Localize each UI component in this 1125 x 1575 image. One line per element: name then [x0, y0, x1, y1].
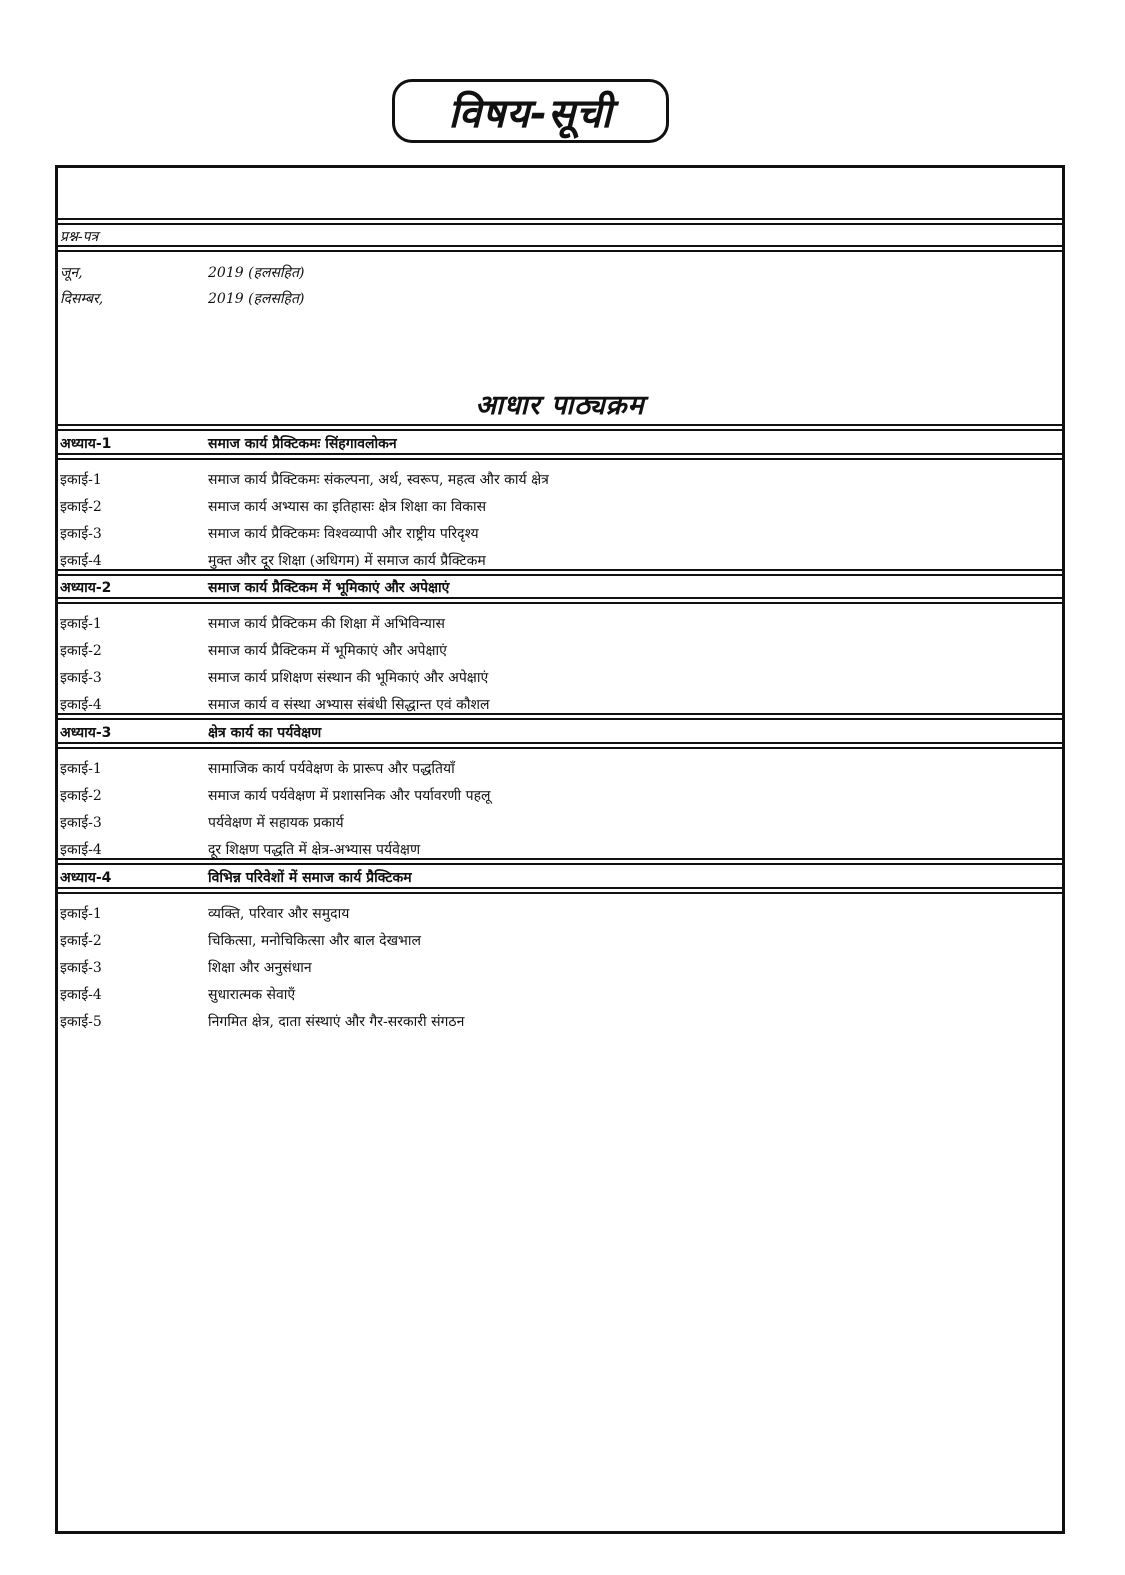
unit-title: समाज कार्य प्रशिक्षण संस्थान की भूमिकाएं और अपेक्षाएं	[208, 670, 489, 686]
unit-label: इकाई-1	[60, 472, 102, 488]
divider	[58, 424, 1062, 431]
divider	[58, 742, 1062, 749]
unit-title: पर्यवेक्षण में सहायक प्रकार्य	[208, 815, 344, 831]
page-title: विषय-सूची	[448, 90, 613, 137]
unit-label: इकाई-1	[60, 616, 102, 632]
divider	[58, 218, 1062, 225]
unit-title: समाज कार्य प्रैक्टिकमः संकल्पना, अर्थ, स्वरूप, महत्व और कार्य क्षेत्र	[208, 472, 549, 488]
divider	[58, 453, 1062, 460]
chapter-title: समाज कार्य प्रैक्टिकमः सिंहगावलोकन	[208, 436, 397, 452]
chapter-label: अध्याय-2	[60, 580, 112, 596]
unit-title: शिक्षा और अनुसंधान	[208, 960, 312, 976]
unit-label: इकाई-3	[60, 960, 102, 976]
unit-label: इकाई-4	[60, 987, 102, 1003]
unit-label: इकाई-2	[60, 499, 102, 515]
unit-label: इकाई-2	[60, 643, 102, 659]
unit-label: इकाई-4	[60, 842, 102, 858]
divider	[58, 245, 1062, 252]
question-paper-year: 2019 (हलसहित)	[208, 265, 305, 281]
unit-title: समाज कार्य प्रैक्टिकम की शिक्षा में अभिविन्यास	[208, 616, 445, 632]
unit-label: इकाई-4	[60, 553, 102, 569]
chapter-title: क्षेत्र कार्य का पर्यवेक्षण	[208, 725, 322, 741]
unit-title: सुधारात्मक सेवाएँ	[208, 987, 296, 1003]
chapter-label: अध्याय-4	[60, 870, 112, 886]
unit-title: सामाजिक कार्य पर्यवेक्षण के प्रारूप और पद्धतियाँ	[208, 761, 455, 777]
question-paper-heading: प्रश्न-पत्र	[60, 229, 99, 245]
divider	[58, 858, 1062, 865]
chapter-label: अध्याय-3	[60, 725, 112, 741]
question-paper-month: जून,	[60, 265, 83, 281]
chapter-title: समाज कार्य प्रैक्टिकम में भूमिकाएं और अपेक्षाएं	[208, 580, 450, 596]
unit-title: समाज कार्य पर्यवेक्षण में प्रशासनिक और पर्यावरणी पहलू	[208, 788, 491, 804]
divider	[58, 713, 1062, 720]
unit-title: दूर शिक्षण पद्धति में क्षेत्र-अभ्यास पर्यवेक्षण	[208, 842, 421, 858]
question-paper-year: 2019 (हलसहित)	[208, 291, 305, 307]
unit-title: समाज कार्य व संस्था अभ्यास संबंधी सिद्धान्त एवं कौशल	[208, 697, 490, 713]
unit-title: समाज कार्य अभ्यास का इतिहासः क्षेत्र शिक्षा का विकास	[208, 499, 487, 515]
unit-label: इकाई-5	[60, 1014, 102, 1030]
unit-label: इकाई-2	[60, 788, 102, 804]
divider	[58, 887, 1062, 894]
unit-label: इकाई-1	[60, 761, 102, 777]
contents-frame	[55, 165, 1065, 1534]
unit-label: इकाई-3	[60, 670, 102, 686]
chapter-title: विभिन्न परिवेशों में समाज कार्य प्रैक्टिकम	[208, 870, 412, 886]
unit-title: समाज कार्य प्रैक्टिकम में भूमिकाएं और अपेक्षाएं	[208, 643, 447, 659]
unit-title: चिकित्सा, मनोचिकित्सा और बाल देखभाल	[208, 933, 422, 949]
unit-title: समाज कार्य प्रैक्टिकमः विश्वव्यापी और राष्ट्रीय परिदृश्य	[208, 526, 479, 542]
unit-label: इकाई-2	[60, 933, 102, 949]
divider	[58, 569, 1062, 576]
unit-label: इकाई-3	[60, 526, 102, 542]
section-title: आधार पाठ्यक्रम	[475, 390, 645, 421]
unit-label: इकाई-1	[60, 906, 102, 922]
unit-label: इकाई-4	[60, 697, 102, 713]
unit-title: व्यक्ति, परिवार और समुदाय	[208, 906, 350, 922]
unit-title: निगमित क्षेत्र, दाता संस्थाएं और गैर-सरकारी संगठन	[208, 1014, 465, 1030]
page-title-box	[392, 79, 669, 143]
unit-label: इकाई-3	[60, 815, 102, 831]
question-paper-month: दिसम्बर,	[60, 291, 104, 307]
unit-title: मुक्त और दूर शिक्षा (अधिगम) में समाज कार्य प्रैक्टिकम	[208, 553, 486, 569]
chapter-label: अध्याय-1	[60, 436, 112, 452]
divider	[58, 597, 1062, 604]
